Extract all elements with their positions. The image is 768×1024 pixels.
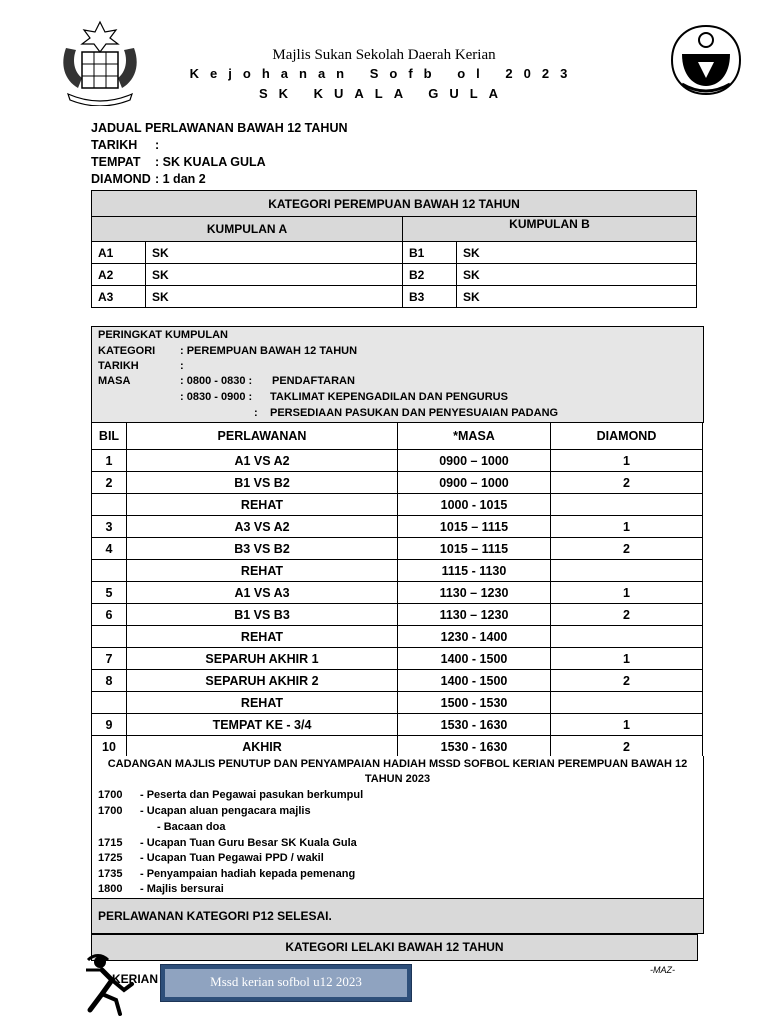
end-note: PERLAWANAN KATEGORI P12 SELESAI. <box>91 898 704 934</box>
table-row <box>92 582 703 604</box>
schedule-title: JADUAL PERLAWANAN BAWAH 12 TAHUN <box>91 121 348 135</box>
ceremony-time: 1725 <box>98 852 123 864</box>
schedule-match: B3 VS B2 <box>127 538 398 560</box>
schedule-bil <box>92 494 127 516</box>
schedule-bil: 6 <box>92 604 127 626</box>
header-line-3: SK KUALA GULA <box>258 86 510 101</box>
schedule-diamond: 2 <box>551 472 703 494</box>
diamond-value: : 1 dan 2 <box>155 172 206 186</box>
schedule-bil: 3 <box>92 516 127 538</box>
schedule-bil <box>92 560 127 582</box>
schedule-time: 1530 - 1630 <box>398 714 551 736</box>
schedule-time: 1130 – 1230 <box>398 604 551 626</box>
schedule-diamond: 1 <box>551 582 703 604</box>
signature: -MAZ- <box>650 965 675 975</box>
group-a-header: KUMPULAN A <box>92 217 403 242</box>
group-b-team: SK <box>457 242 697 264</box>
tempat-value: : SK KUALA GULA <box>155 155 266 169</box>
col-header-masa: *MASA <box>398 423 551 450</box>
schedule-diamond: 1 <box>551 450 703 472</box>
schedule-time: 1230 - 1400 <box>398 626 551 648</box>
stage-kategori-value: : PEREMPUAN BAWAH 12 TAHUN <box>180 345 358 357</box>
group-a-code: A2 <box>92 264 146 286</box>
table-row <box>92 692 703 714</box>
footer-title-label: Mssd kerian sofbol u12 2023 <box>165 969 407 997</box>
schedule-match: REHAT <box>127 560 398 582</box>
list-item <box>98 789 363 801</box>
schedule-time: 1115 - 1130 <box>398 560 551 582</box>
schedule-time: 1130 – 1230 <box>398 582 551 604</box>
table-row <box>92 472 703 494</box>
schedule-time: 0900 – 1000 <box>398 472 551 494</box>
stage-masa-item-2: TAKLIMAT KEPENGADILAN DAN PENGURUS <box>270 391 508 403</box>
schedule-bil: 2 <box>92 472 127 494</box>
col-header-diamond: DIAMOND <box>551 423 703 450</box>
table-row <box>92 538 703 560</box>
list-item <box>98 852 324 864</box>
schedule-match: TEMPAT KE - 3/4 <box>127 714 398 736</box>
tarikh-label: TARIKH <box>91 138 138 152</box>
stage-masa-label: MASA <box>98 375 131 387</box>
ceremony-text: - Peserta dan Pegawai pasukan berkumpul <box>140 789 364 801</box>
list-item <box>98 883 224 895</box>
info-diamond <box>91 172 206 186</box>
table-row <box>92 450 703 472</box>
schedule-table <box>91 422 703 758</box>
ceremony-time: 1715 <box>98 837 123 849</box>
table-row <box>92 714 703 736</box>
table-row <box>92 516 703 538</box>
header-line-2: Kejohanan Sofb ol 2023 <box>189 66 579 81</box>
stage-masa-item-1: PENDAFTARAN <box>272 375 355 387</box>
schedule-match: REHAT <box>127 494 398 516</box>
schedule-diamond: 1 <box>551 714 703 736</box>
schedule-match: A1 VS A3 <box>127 582 398 604</box>
group-b-code: B2 <box>403 264 457 286</box>
group-b-code: B1 <box>403 242 457 264</box>
footer-logo-text: KERIAN <box>112 972 159 986</box>
groups-category: KATEGORI PEREMPUAN BAWAH 12 TAHUN <box>92 191 697 217</box>
schedule-match: SEPARUH AKHIR 1 <box>127 648 398 670</box>
schedule-diamond: 2 <box>551 670 703 692</box>
ceremony-time: 1735 <box>98 868 123 880</box>
group-a-team: SK <box>146 286 403 308</box>
schedule-time: 1400 - 1500 <box>398 648 551 670</box>
stage-title: PERINGKAT KUMPULAN <box>98 329 228 341</box>
stage-masa-time-1: : 0800 - 0830 : <box>180 375 253 387</box>
stage-tarikh-value: : <box>180 360 184 372</box>
schedule-match: REHAT <box>127 692 398 714</box>
group-b-code: B3 <box>403 286 457 308</box>
schedule-diamond: 2 <box>551 736 703 758</box>
table-row <box>92 670 703 692</box>
schedule-time: 0900 – 1000 <box>398 450 551 472</box>
schedule-time: 1500 - 1530 <box>398 692 551 714</box>
header-line-1: Majlis Sukan Sekolah Daerah Kerian <box>272 47 496 63</box>
ceremony-title-2: TAHUN 2023 <box>364 773 431 785</box>
tarikh-value: : <box>155 138 160 152</box>
group-a-team: SK <box>146 264 403 286</box>
stage-kategori-label: KATEGORI <box>98 345 156 357</box>
col-header-perlawanan: PERLAWANAN <box>127 423 398 450</box>
table-row <box>92 242 697 264</box>
schedule-bil: 5 <box>92 582 127 604</box>
stage-masa-time-2: : 0830 - 0900 : <box>180 391 253 403</box>
footer-title-button[interactable] <box>160 964 412 1002</box>
schedule-bil: 7 <box>92 648 127 670</box>
schedule-bil <box>92 626 127 648</box>
table-row <box>92 736 703 758</box>
ceremony-text: - Penyampaian hadiah kepada pemenang <box>140 868 356 880</box>
list-item <box>98 805 311 817</box>
group-b-header: KUMPULAN B <box>403 217 697 242</box>
schedule-bil: 10 <box>92 736 127 758</box>
table-row <box>92 560 703 582</box>
table-row <box>92 494 703 516</box>
table-row <box>92 286 697 308</box>
ceremony-text: - Bacaan doa <box>157 821 226 833</box>
table-row <box>92 264 697 286</box>
table-row <box>92 648 703 670</box>
group-b-team: SK <box>457 286 697 308</box>
group-a-team: SK <box>146 242 403 264</box>
schedule-match: AKHIR <box>127 736 398 758</box>
schedule-diamond <box>551 560 703 582</box>
schedule-match: REHAT <box>127 626 398 648</box>
next-category: KATEGORI LELAKI BAWAH 12 TAHUN <box>91 934 698 961</box>
ceremony-text: - Majlis bersurai <box>140 883 224 895</box>
table-row <box>92 604 703 626</box>
stage-tarikh-label: TARIKH <box>98 360 139 372</box>
list-item <box>98 837 357 849</box>
schedule-diamond: 2 <box>551 538 703 560</box>
list-item <box>98 821 225 833</box>
schedule-match: A1 VS A2 <box>127 450 398 472</box>
ceremony-section <box>91 756 704 899</box>
schedule-bil <box>92 692 127 714</box>
schedule-diamond <box>551 626 703 648</box>
ceremony-time: 1700 <box>98 805 123 817</box>
schedule-time: 1530 - 1630 <box>398 736 551 758</box>
stage-masa-time-3: : <box>254 407 258 419</box>
schedule-time: 1015 – 1115 <box>398 516 551 538</box>
schedule-match: B1 VS B2 <box>127 472 398 494</box>
schedule-match: B1 VS B3 <box>127 604 398 626</box>
stage-masa-item-3: PERSEDIAAN PASUKAN DAN PENYESUAIAN PADANG <box>270 407 559 419</box>
schedule-diamond <box>551 494 703 516</box>
ceremony-time: 1700 <box>98 789 123 801</box>
schedule-diamond: 1 <box>551 516 703 538</box>
schedule-time: 1015 – 1115 <box>398 538 551 560</box>
col-header-bil: BIL <box>92 423 127 450</box>
info-tempat <box>91 155 266 169</box>
list-item <box>98 868 355 880</box>
group-b-team: SK <box>457 264 697 286</box>
ceremony-title-1: CADANGAN MAJLIS PENUTUP DAN PENYAMPAIAN HADIAH MSSD SOFBOL KERIAN PEREMPUAN BAWAH 12 <box>107 758 688 770</box>
stage-info-panel <box>91 326 704 423</box>
schedule-bil: 9 <box>92 714 127 736</box>
groups-table <box>91 190 697 308</box>
schedule-bil: 4 <box>92 538 127 560</box>
group-a-code: A3 <box>92 286 146 308</box>
ceremony-time: 1800 <box>98 883 123 895</box>
schedule-bil: 1 <box>92 450 127 472</box>
schedule-diamond: 2 <box>551 604 703 626</box>
schedule-match: SEPARUH AKHIR 2 <box>127 670 398 692</box>
ceremony-text: - Ucapan aluan pengacara majlis <box>140 805 311 817</box>
schedule-diamond <box>551 692 703 714</box>
diamond-label: DIAMOND <box>91 172 151 186</box>
ceremony-text: - Ucapan Tuan Pegawai PPD / wakil <box>140 852 324 864</box>
schedule-time: 1400 - 1500 <box>398 670 551 692</box>
schedule-time: 1000 - 1015 <box>398 494 551 516</box>
table-row <box>92 626 703 648</box>
schedule-match: A3 VS A2 <box>127 516 398 538</box>
group-a-code: A1 <box>92 242 146 264</box>
schedule-diamond: 1 <box>551 648 703 670</box>
tempat-label: TEMPAT <box>91 155 141 169</box>
info-tarikh <box>91 138 159 152</box>
ceremony-text: - Ucapan Tuan Guru Besar SK Kuala Gula <box>140 837 357 849</box>
schedule-bil: 8 <box>92 670 127 692</box>
